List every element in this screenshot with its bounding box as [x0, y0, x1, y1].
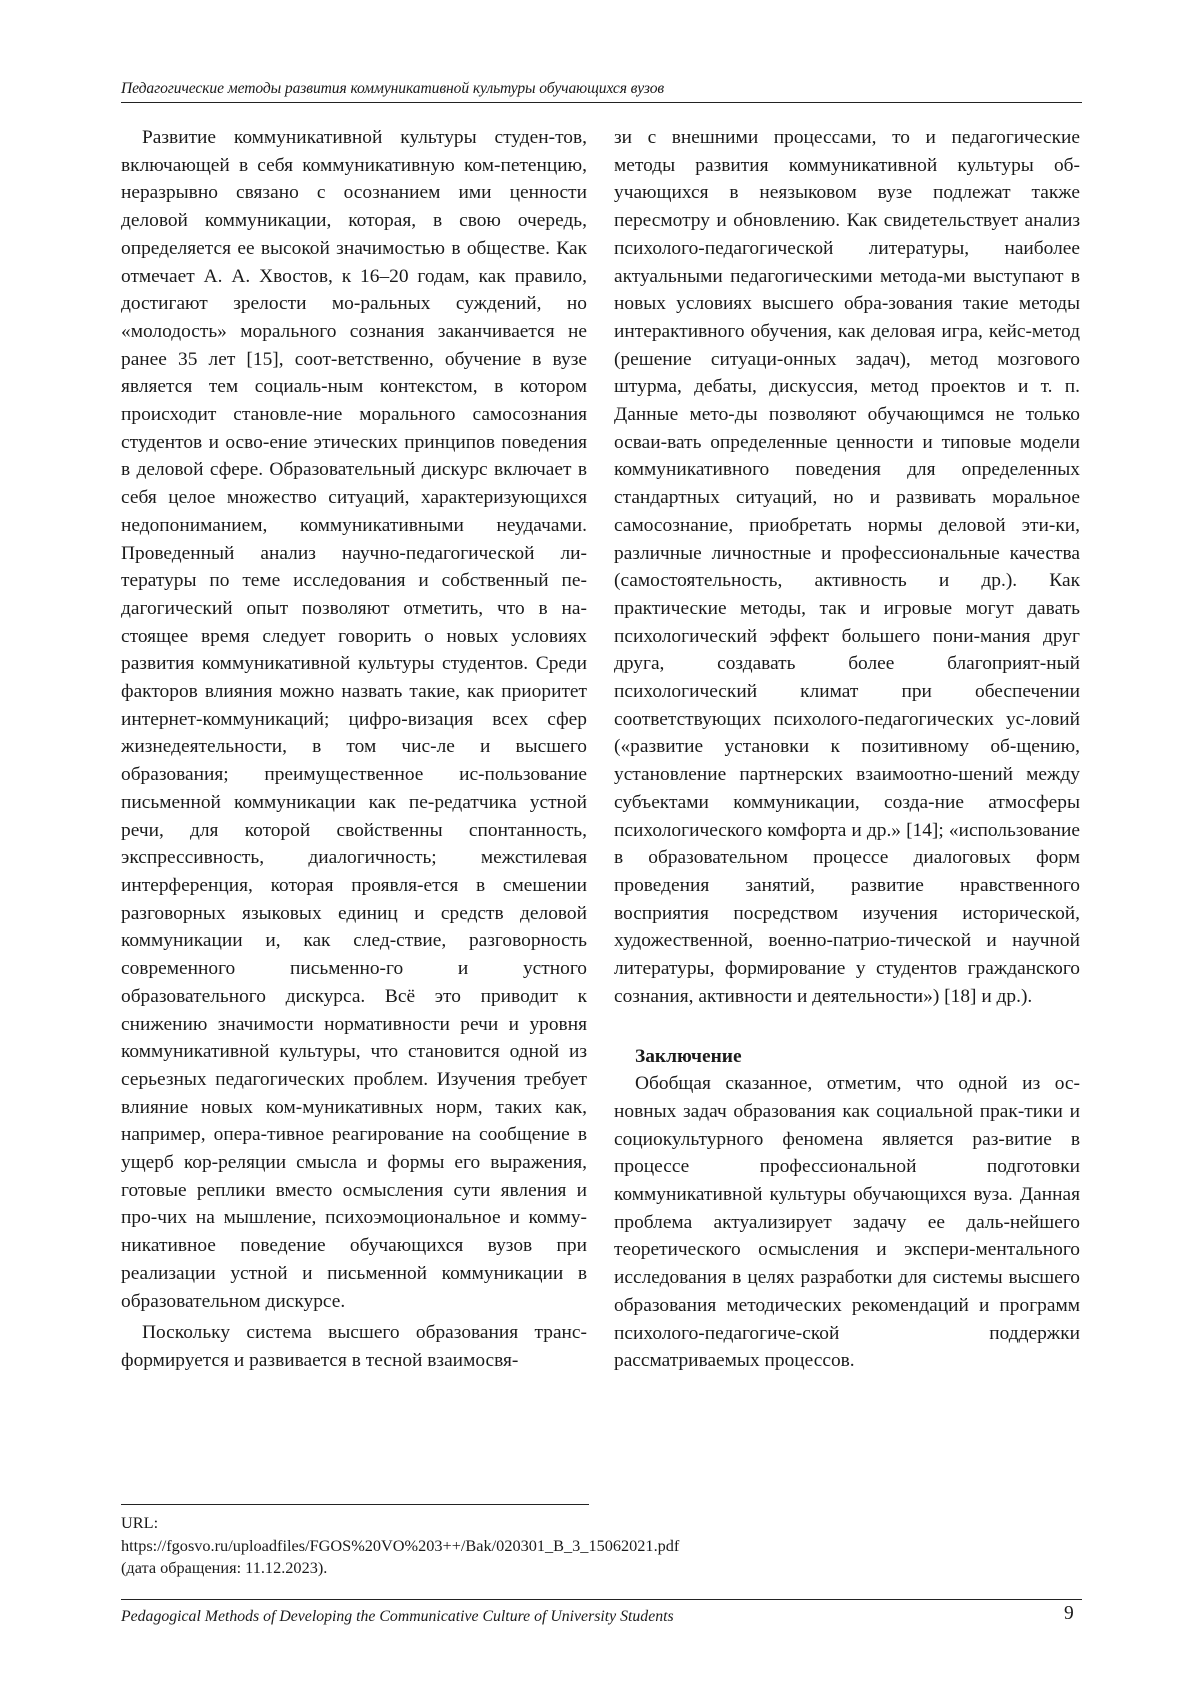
footnote-divider: [121, 1504, 589, 1505]
footnote: URL: https://fgosvo.ru/uploadfiles/FGOS%20VO%203++/Bak/020301_B_3_15062021.pdf (дата обращения: 11.12.2023).: [121, 1513, 680, 1577]
page-number: 9: [1064, 1603, 1074, 1624]
left-column: [121, 124, 587, 1375]
body-paragraph-continued: зи с внешними процессами, то и педагогические методы развития коммуникативной культуры об-учающихся в неязыковом вузе подлежат также пересмотру и обновлению. Как свидетельствует анализ психолого-педагогической литературы, наиболее актуальными педагогическими метода-ми выступают в новых условиях высшего обра-зования такие методы интерактивного обучения, как деловая игра, кейс-метод (решение ситуаци-онных задач), метод мозгового штурма, дебаты, дискуссия, метод проектов и т. п. Данные мето-ды позволяют обучающимся не только осваи-вать определенные ценности и типовые модели коммуникативного поведения для определенных стандартных ситуаций, но и развивать моральное самосознание, приобретать нормы деловой эти-ки, различные личностные и профессиональные качества (самостоятельность, активность и др.). Как практические методы, так и игровые могут давать психологический эффект большего пони-мания друг друга, создавать более благоприят-ный психологический климат при обеспечении соответствующих психолого-педагогических ус-ловий («развитие установки к позитивному об-щению, установление партнерских взаимоотно-шений между субъектами коммуникации, созда-ние атмосферы психологического комфорта и др.» [14]; «использование в образовательном процессе диалоговых форм проведения занятий, развитие нравственного восприятия посредством изучения исторической, художественной, военно-патрио-тической и научной литературы, формирование у студентов гражданского сознания, активности и деятельности») [18] и др.).: [614, 127, 1080, 1007]
body-paragraph: Развитие коммуникативной культуры студен-тов, включающей в себя коммуникативную ком-петенцию, неразрывно связано с осознанием ими ценности деловой коммуникации, которая, в свою очередь, определяется ее высокой значимостью в обществе. Как отмечает А. А. Хвостов, к 16–20 годам, как правило, достигают зрелости мо-ральных суждений, но «молодость» морального сознания заканчивается не ранее 35 лет [15], соот-ветственно, обучение в вузе является тем социаль-ным контекстом, в котором происходит становле-ние морального самосознания студентов и осво-ение этических принципов поведения в деловой сфере. Образовательный дискурс включает в себя целое множество ситуаций, характеризующихся недопониманием, коммуникативными неудачами. Проведенный анализ научно-педагогической ли-тературы по теме исследования и собственный пе-дагогический опыт позволяют отметить, что в на-стоящее время следует говорить о новых условиях развития коммуникативной культуры студентов. Среди факторов влияния можно назвать такие, как приоритет интернет-коммуникаций; цифро-визация всех сфер жизнедеятельности, в том чис-ле и высшего образования; преимущественное ис-пользование письменной коммуникации как пе-редатчика устной речи, для которой свойственны спонтанность, экспрессивность, диалогичность; межстилевая интерференция, которая проявля-ется в смешении разговорных языковых единиц и средств деловой коммуникации и, как след-ствие, разговорность современного письменно-го и устного образовательного дискурса. Всё это приводит к снижению значимости нормативности речи и уровня коммуникативной культуры, что становится одной из серьезных педагогических проблем. Изучения требует влияние новых ком-муникативных норм, таких как, например, опера-тивное реагирование на сообщение в ущерб кор-реляции смысла и формы его выражения, готовые реплики вместо осмысления сути явления и про-чих на мышление, психоэмоциональное и комму-никативное поведение обучающихся вузов при реализации устной и письменной коммуникации в образовательном дискурсе.: [121, 127, 587, 1312]
body-paragraph: Поскольку система высшего образования транс-формируется и развивается в тесной взаимосвя-: [121, 1322, 587, 1371]
section-heading-conclusion: Заключение: [635, 1045, 742, 1067]
running-header: Педагогические методы развития коммуникативной культуры обучающихся вузов: [121, 80, 1082, 103]
footer-title: Pedagogical Methods of Developing the Communicative Culture of University Students: [121, 1608, 674, 1625]
conclusion-paragraph: Обобщая сказанное, отметим, что одной из ос-новных задач образования как социальной прак-тики и социокультурного феномена является раз-витие в процессе профессиональной подготовки коммуникативной культуры обучающихся вуза. Данная проблема актуализирует задачу ее даль-нейшего теоретического осмысления и экспери-ментального исследования в целях разработки для системы высшего образования методических рекомендаций и программ психолого-педагогиче-ской поддержки рассматриваемых процессов.: [614, 1073, 1080, 1372]
right-column: [614, 124, 1080, 1375]
footer-divider: [121, 1599, 1082, 1600]
